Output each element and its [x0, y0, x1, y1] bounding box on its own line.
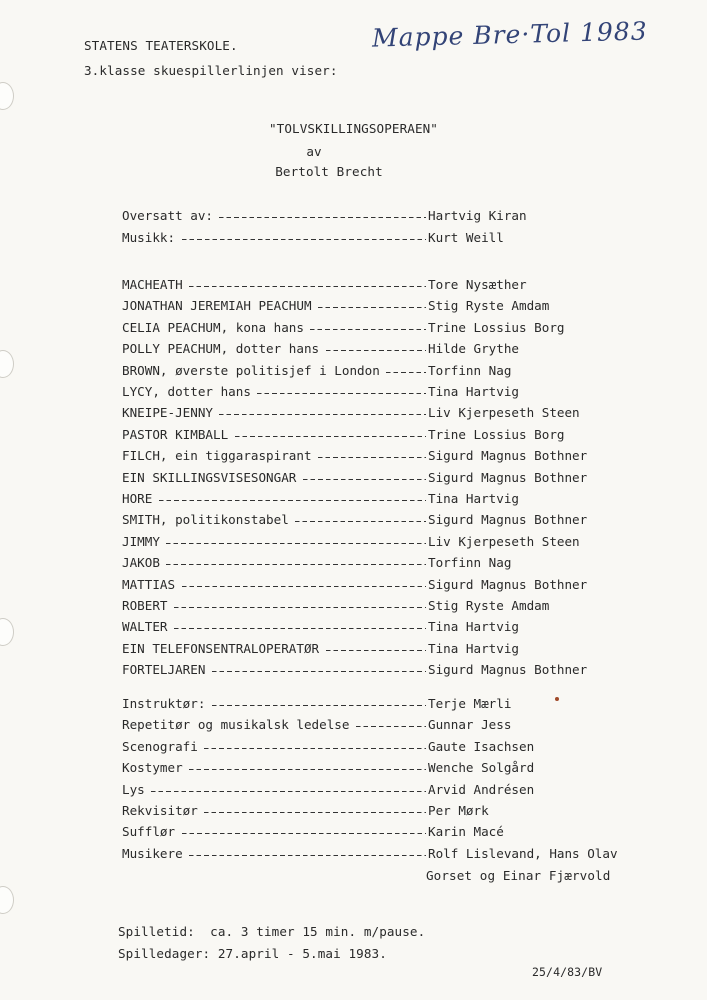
role-label: Kostymer	[122, 760, 183, 776]
role-label: JAKOB	[122, 555, 160, 571]
crew-row	[122, 696, 622, 712]
person-name: Tore Nysæther	[428, 277, 527, 292]
crew-row	[122, 760, 622, 776]
punch-hole	[0, 618, 14, 646]
credits-row	[122, 208, 622, 224]
person-name: Per Mørk	[428, 803, 489, 818]
person-name: Terje Mærli	[428, 696, 512, 711]
dash-leader	[151, 782, 426, 798]
role-label: BROWN, øverste politisjef i London	[122, 362, 380, 378]
cast-row	[122, 598, 622, 614]
crew-row	[122, 739, 622, 755]
person-name: Hartvig Kiran	[428, 208, 527, 223]
person-name: Liv Kjerpeseth Steen	[428, 533, 580, 549]
person-name: Gunnar Jess	[428, 717, 512, 733]
person-name: Liv Kjerpeseth Steen	[428, 405, 580, 421]
role-label: WALTER	[122, 619, 168, 635]
dash-leader	[326, 641, 426, 657]
punch-hole	[0, 82, 14, 110]
crew-row	[122, 803, 622, 819]
role-label: JONATHAN JEREMIAH PEACHUM	[122, 298, 312, 314]
dash-leader	[219, 208, 426, 224]
role-label: Oversatt av:	[122, 208, 213, 223]
person-name: Karin Macé	[428, 824, 504, 840]
musicians-continued: Gorset og Einar Fjærvold	[426, 868, 611, 883]
dash-leader	[386, 363, 426, 379]
cast-row	[122, 470, 622, 486]
role-label: FORTELJAREN	[122, 662, 206, 678]
credits-row	[122, 230, 622, 246]
person-name: Tina Hartvig	[428, 640, 519, 656]
role-label: MACHEATH	[122, 277, 183, 292]
ink-speck	[555, 697, 559, 701]
dash-leader	[166, 534, 426, 550]
cast-row	[122, 320, 622, 336]
dash-leader	[182, 577, 426, 593]
role-label: LYCY, dotter hans	[122, 384, 251, 399]
typist-initials: 25/4/83/BV	[532, 965, 603, 979]
dash-leader	[318, 298, 426, 314]
crew-row	[122, 846, 622, 862]
dash-leader	[189, 846, 426, 862]
person-name: Tina Hartvig	[428, 491, 519, 506]
dash-leader	[204, 739, 426, 755]
role-label: KNEIPE-JENNY	[122, 405, 213, 421]
school-name: STATENS TEATERSKOLE.	[84, 38, 238, 53]
dash-leader	[295, 512, 426, 528]
role-label: FILCH, ein tiggaraspirant	[122, 448, 312, 464]
dash-leader	[204, 803, 426, 819]
dash-leader	[326, 341, 426, 357]
role-label: Musikere	[122, 845, 183, 861]
role-label: ROBERT	[122, 598, 168, 613]
dash-leader	[310, 320, 426, 336]
person-name: Tina Hartvig	[428, 384, 519, 399]
dash-leader	[318, 448, 426, 464]
cast-row	[122, 277, 622, 293]
dash-leader	[303, 470, 426, 486]
crew-row	[122, 782, 622, 798]
role-label: Rekvisitør	[122, 803, 198, 818]
running-time: Spilletid: ca. 3 timer 15 min. m/pause.	[118, 924, 426, 939]
cast-row	[122, 427, 622, 443]
role-label: Lys	[122, 781, 145, 797]
person-name: Torfinn Nag	[428, 555, 512, 571]
person-name: Sigurd Magnus Bothner	[428, 576, 588, 592]
cast-row	[122, 534, 622, 550]
role-label: Sufflør	[122, 824, 176, 840]
cast-row	[122, 448, 622, 464]
crew-row	[122, 717, 622, 733]
cast-row	[122, 662, 622, 678]
role-label: Repetitør og musikalsk ledelse	[122, 717, 350, 733]
role-label: JIMMY	[122, 533, 160, 549]
dash-leader	[219, 405, 426, 421]
person-name: Arvid Andrésen	[428, 781, 535, 797]
person-name: Kurt Weill	[428, 230, 504, 245]
dash-leader	[189, 760, 426, 776]
person-name: Sigurd Magnus Bothner	[428, 512, 588, 528]
role-label: Instruktør:	[122, 696, 206, 711]
role-label: SMITH, politikonstabel	[122, 512, 289, 528]
role-label: Musikk:	[122, 230, 176, 245]
punch-hole	[0, 886, 14, 914]
person-name: Trine Lossius Borg	[428, 319, 565, 335]
role-label: CELIA PEACHUM, kona hans	[122, 319, 304, 335]
person-name: Wenche Solgård	[428, 760, 535, 776]
person-name: Trine Lossius Borg	[428, 426, 565, 442]
person-name: Tina Hartvig	[428, 619, 519, 635]
dash-leader	[212, 662, 426, 678]
cast-row	[122, 298, 622, 314]
cast-row	[122, 384, 622, 400]
cast-row	[122, 363, 622, 379]
punch-hole	[0, 350, 14, 378]
dash-leader	[356, 717, 426, 733]
person-name: Sigurd Magnus Bothner	[428, 448, 588, 464]
dash-leader	[174, 598, 426, 614]
cast-row	[122, 341, 622, 357]
dash-leader	[182, 230, 426, 246]
role-label: POLLY PEACHUM, dotter hans	[122, 341, 320, 357]
cast-row	[122, 577, 622, 593]
dash-leader	[212, 696, 426, 712]
by-line: av	[306, 144, 322, 159]
cast-row	[122, 512, 622, 528]
role-label: PASTOR KIMBALL	[122, 426, 229, 442]
person-name: Stig Ryste Amdam	[428, 598, 550, 613]
crew-row	[122, 824, 622, 840]
dash-leader	[235, 427, 426, 443]
dash-leader	[166, 555, 426, 571]
cast-row	[122, 619, 622, 635]
handwritten-archive-note: Mappe Bre·Tol 1983	[371, 16, 649, 53]
cast-row	[122, 641, 622, 657]
role-label: Scenografi	[122, 738, 198, 754]
dash-leader	[189, 277, 426, 293]
person-name: Sigurd Magnus Bothner	[428, 662, 588, 678]
dash-leader	[182, 824, 426, 840]
person-name: Sigurd Magnus Bothner	[428, 469, 588, 485]
person-name: Rolf Lislevand, Hans Olav	[428, 845, 618, 861]
presenting-line: 3.klasse skuespillerlinjen viser:	[84, 63, 338, 78]
role-label: EIN TELEFONSENTRALOPERATØR	[122, 640, 320, 656]
person-name: Torfinn Nag	[428, 362, 512, 378]
dash-leader	[174, 619, 426, 635]
dash-leader	[257, 384, 426, 400]
dash-leader	[159, 491, 426, 507]
author-name: Bertolt Brecht	[275, 164, 383, 179]
role-label: EIN SKILLINGSVISESONGAR	[122, 469, 297, 485]
person-name: Stig Ryste Amdam	[428, 298, 550, 314]
cast-row	[122, 491, 622, 507]
person-name: Hilde Grythe	[428, 341, 519, 357]
performance-dates: Spilledager: 27.april - 5.mai 1983.	[118, 946, 387, 961]
person-name: Gaute Isachsen	[428, 738, 535, 754]
cast-row	[122, 555, 622, 571]
play-title: "TOLVSKILLINGSOPERAEN"	[268, 121, 438, 136]
role-label: HORE	[122, 491, 153, 506]
role-label: MATTIAS	[122, 576, 176, 592]
cast-row	[122, 405, 622, 421]
